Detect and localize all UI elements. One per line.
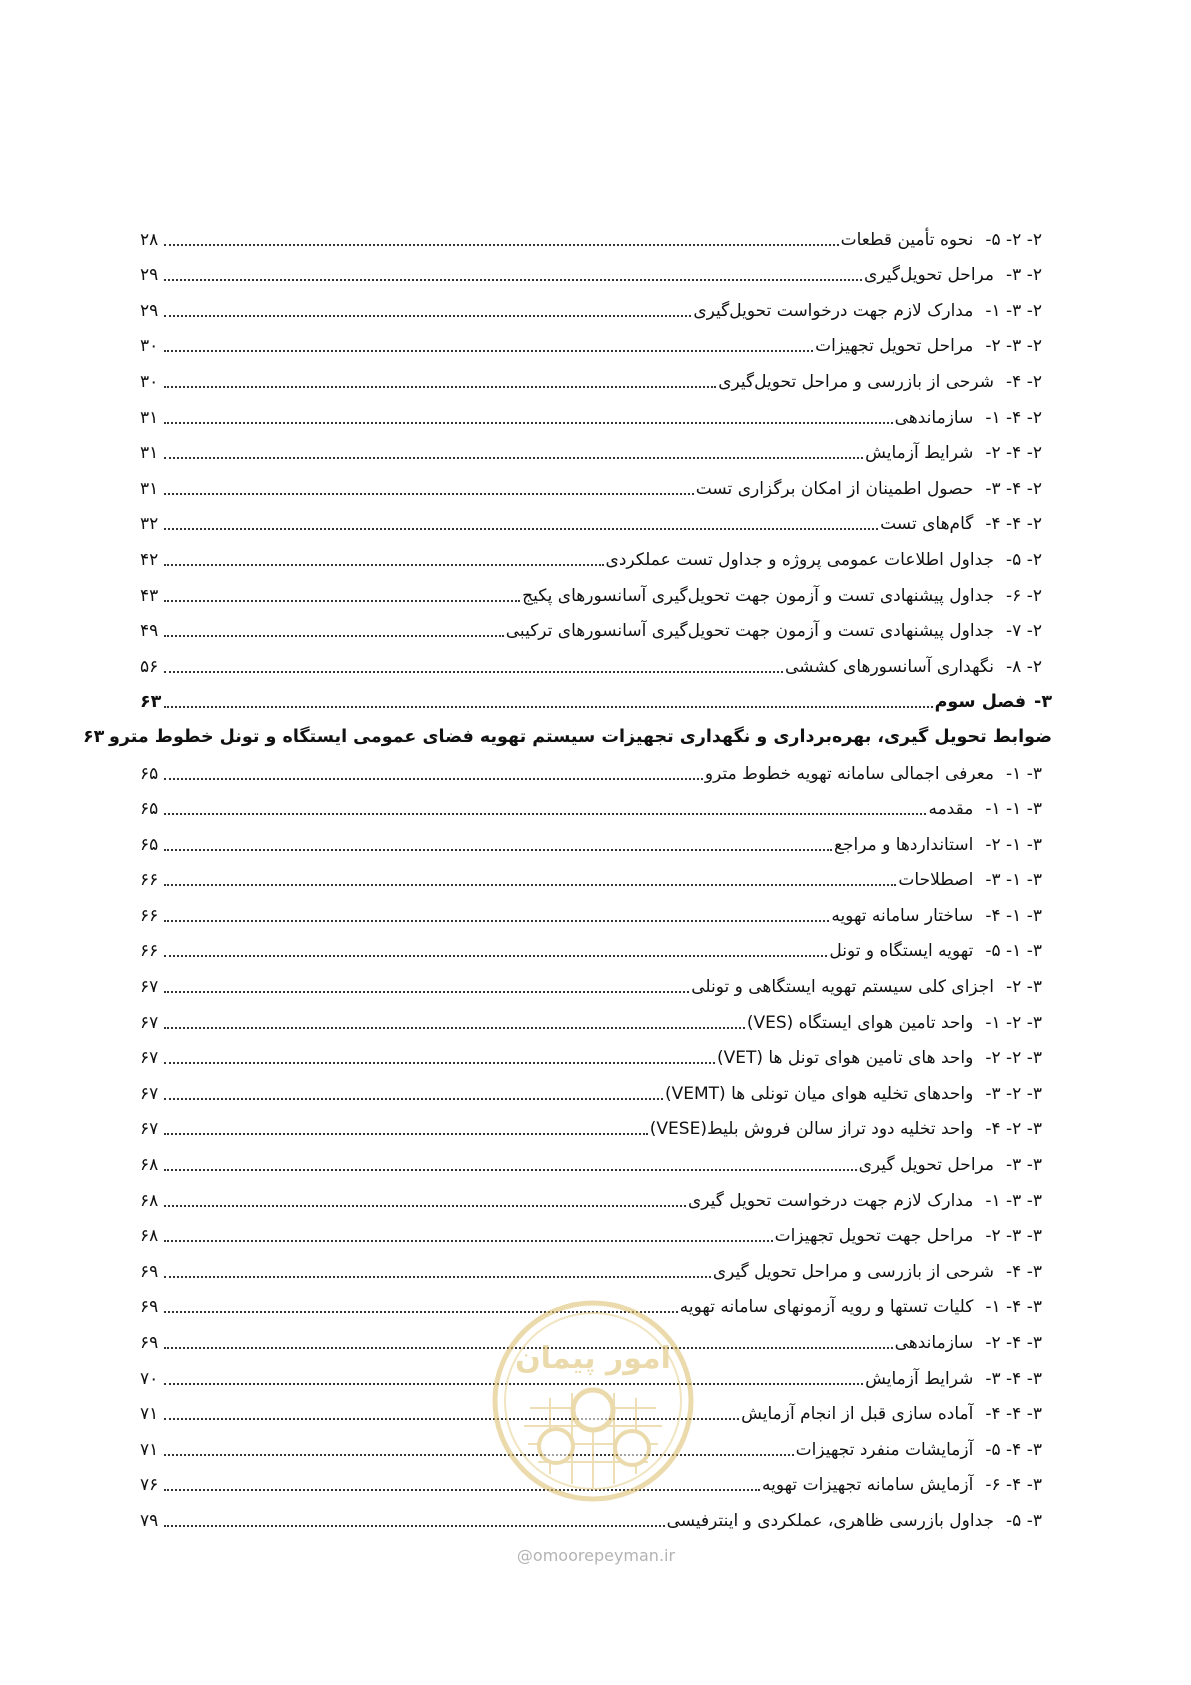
- toc-entry-page: ۳۱: [140, 407, 159, 428]
- toc-entry-page: ۶۹: [140, 1261, 159, 1282]
- toc-entry-title: مراحل جهت تحویل تجهیزات: [774, 1226, 974, 1247]
- toc-entry[interactable]: [140, 1032, 1052, 1068]
- toc-entry-page: ۶۶: [140, 870, 159, 891]
- toc-entry-page: ۶۹: [140, 1297, 159, 1318]
- toc-leader-dots: [164, 1276, 711, 1278]
- toc-entry[interactable]: [140, 320, 1052, 356]
- toc-entry-number: ۲- ۴- ۳-: [985, 478, 1042, 499]
- toc-entry-number: ۳- ۱- ۱-: [985, 799, 1042, 820]
- toc-entry[interactable]: [140, 640, 1052, 676]
- toc-entry-number: ۲- ۶-: [1006, 585, 1042, 606]
- toc-entry-page: ۷۱: [140, 1404, 159, 1425]
- watermark-url: @omoorepeyman.ir: [516, 1546, 676, 1565]
- toc-leader-dots: [164, 813, 926, 815]
- toc-leader-dots: [164, 706, 933, 708]
- toc-entry-title: شرایط آزمایش: [865, 443, 974, 464]
- toc-entry[interactable]: [140, 284, 1052, 320]
- toc-leader-dots: [164, 1169, 857, 1171]
- toc-entry-page: ۷۶: [140, 1475, 159, 1496]
- toc-entry-title: جداول بازرسی ظاهری، عملکردی و اینترفیسی: [666, 1510, 995, 1531]
- toc-entry-number: ۳- ۳-: [1006, 1155, 1042, 1176]
- toc-entry-title: سازماندهی: [894, 1333, 974, 1353]
- toc-entry[interactable]: [140, 1245, 1052, 1281]
- toc-entry-page: ۳۱: [140, 443, 159, 464]
- toc-entry[interactable]: [140, 996, 1052, 1032]
- toc-leader-dots: [164, 920, 829, 922]
- toc-entry-page: ۳۲: [140, 514, 159, 535]
- toc-entry[interactable]: [140, 818, 1052, 854]
- toc-entry-page: ۶۷: [140, 1012, 159, 1033]
- toc-entry-number: ۳- ۱- ۳-: [985, 870, 1042, 891]
- toc-entry-number: ۳- ۲- ۱-: [985, 1012, 1042, 1033]
- toc-entry-title: جداول پیشنهادی تست و آزمون جهت تحویل‌گیری آسانسورهای پکیج: [522, 585, 995, 606]
- toc-leader-dots: [164, 1454, 794, 1456]
- toc-entry-page: ۲۹: [140, 300, 159, 321]
- toc-entry-number: ۲- ۴- ۴-: [985, 514, 1042, 535]
- toc-entry-title: آزمایش سامانه تجهیزات تهویه: [761, 1475, 974, 1496]
- toc-entry[interactable]: [140, 391, 1052, 427]
- toc-entry-number: ۲- ۴- ۲-: [985, 443, 1042, 464]
- toc-entry-number: ۳- ۲- ۲-: [985, 1048, 1042, 1069]
- toc-entry-number: ۳- ۴- ۱-: [985, 1297, 1042, 1318]
- toc-entry-number: ۳- ۲-: [1006, 977, 1042, 998]
- toc-entry[interactable]: [140, 889, 1052, 925]
- toc-entry-number: ۳- ۴- ۶-: [985, 1475, 1042, 1496]
- toc-entry-title: حصول اطمینان از امکان برگزاری تست: [695, 478, 974, 499]
- toc-leader-dots: [164, 528, 878, 530]
- toc-entry-page: ۴۲: [140, 549, 159, 570]
- toc-entry[interactable]: [140, 462, 1052, 498]
- toc-entry-page: ۶۸: [140, 1190, 159, 1211]
- toc-entry-number: ۲- ۳-: [1006, 265, 1042, 286]
- toc-leader-dots: [164, 315, 691, 317]
- toc-leader-dots: [164, 955, 827, 957]
- toc-entry-page: ۶۷: [140, 1083, 159, 1104]
- toc-entry[interactable]: [140, 249, 1052, 285]
- toc-entry-number: ۲- ۴- ۱-: [985, 407, 1042, 428]
- toc-leader-dots: [164, 1525, 665, 1527]
- toc-entry-number: ۳- ۴- ۵-: [985, 1439, 1042, 1460]
- toc-entry[interactable]: [140, 569, 1052, 605]
- toc-entry-number: ۲- ۳- ۱-: [985, 300, 1042, 321]
- toc-entry-number: ۳- ۳- ۲-: [985, 1226, 1042, 1247]
- toc-entry-number: ۲- ۲- ۵-: [985, 229, 1042, 250]
- toc-entry-page: ۶۸: [140, 1155, 159, 1176]
- toc-entry-title: نحوه تأمین قطعات: [840, 229, 974, 250]
- toc-entry-title: واحدهای تخلیه هوای میان تونلی ها (VEMT): [664, 1083, 974, 1104]
- toc-entry-page: ۴۹: [140, 621, 159, 642]
- toc-entry-page: ۶۳: [82, 727, 105, 748]
- toc-entry[interactable]: [140, 960, 1052, 996]
- toc-entry-number: ۲- ۴-: [1006, 371, 1042, 392]
- toc-entry-page: ۳۱: [140, 478, 159, 499]
- toc-entry-number: ۳- ۴- ۴-: [985, 1404, 1042, 1425]
- toc-entry-number: ۳- ۵-: [1006, 1510, 1042, 1531]
- toc-leader-dots: [164, 457, 863, 459]
- toc-entry-title: آزمایشات منفرد تجهیزات: [795, 1439, 974, 1460]
- toc-entry[interactable]: [140, 1103, 1052, 1139]
- toc-entry[interactable]: [82, 711, 1052, 748]
- toc-entry-title: واحد تامین هوای ایستگاه (VES): [746, 1012, 974, 1033]
- toc-entry-number: ۳- ۴-: [1006, 1261, 1042, 1282]
- toc-entry-number: ۳- ۱-: [1006, 763, 1042, 784]
- toc-leader-dots: [164, 778, 703, 780]
- toc-entry-title: شرحی از بازرسی و مراحل تحویل‌گیری: [718, 371, 995, 392]
- toc-entry-title: مراحل تحویل گیری: [858, 1155, 995, 1176]
- toc-entry-page: ۶۷: [140, 977, 159, 998]
- toc-entry[interactable]: [140, 533, 1052, 569]
- toc-leader-dots: [164, 493, 694, 495]
- toc-entry-number: ۳- ۱- ۵-: [985, 941, 1042, 962]
- toc-entry-title: معرفی اجمالی سامانه تهویه خطوط مترو: [704, 763, 995, 784]
- toc-entry-page: ۶۶: [140, 905, 159, 926]
- toc-entry-title: تهویه ایستگاه و تونل: [829, 941, 974, 962]
- toc-entry[interactable]: [140, 676, 1052, 712]
- toc-entry[interactable]: [140, 498, 1052, 534]
- toc-entry-title: استانداردها و مراجع: [833, 834, 974, 855]
- toc-leader-dots: [164, 1240, 773, 1242]
- toc-leader-dots: [164, 671, 783, 673]
- toc-leader-dots: [164, 244, 839, 246]
- toc-leader-dots: [164, 635, 504, 637]
- toc-entry-page: ۷۱: [140, 1439, 159, 1460]
- toc-entry[interactable]: [140, 854, 1052, 890]
- toc-leader-dots: [164, 1205, 686, 1207]
- toc-entry-number: ۲- ۸-: [1006, 656, 1042, 677]
- toc-entry-number: ۳- ۲- ۴-: [985, 1119, 1042, 1140]
- toc-entry-number: ۳- ۲- ۳-: [985, 1083, 1042, 1104]
- toc-leader-dots: [164, 422, 893, 424]
- toc-entry-page: ۳۰: [140, 336, 159, 357]
- toc-leader-dots: [164, 350, 813, 352]
- toc-entry-title: کلیات تستها و رویه آزمونهای سامانه تهویه: [679, 1297, 974, 1318]
- toc-entry-page: ۷۰: [140, 1368, 159, 1389]
- toc-entry[interactable]: [140, 605, 1052, 641]
- toc-entry-title: مقدمه: [928, 799, 974, 820]
- toc-entry-page: ۶۵: [140, 799, 159, 820]
- toc-entry[interactable]: [140, 355, 1052, 391]
- toc-entry-title: ضوابط تحویل گیری، بهره‌برداری و نگهداری تجهیزات سیستم تهویه فضای عمومی ایستگاه و تونل خطوط مترو: [108, 727, 1052, 748]
- toc-entry-page: ۲۸: [140, 229, 159, 250]
- toc-entry[interactable]: [140, 925, 1052, 961]
- toc-entry-number: ۲- ۷-: [1006, 621, 1042, 642]
- toc-entry-title: مدارک لازم جهت درخواست تحویل گیری: [687, 1190, 974, 1211]
- toc-entry-title: واحد تخلیه دود تراز سالن فروش بلیط(VESE): [649, 1119, 974, 1140]
- toc-leader-dots: [164, 1098, 663, 1100]
- toc-entry-title: اجزای کلی سیستم تهویه ایستگاهی و تونلی: [691, 977, 995, 998]
- toc-leader-dots: [164, 1062, 715, 1064]
- toc-entry-number: ۳-: [1034, 691, 1052, 712]
- toc-entry[interactable]: [140, 1174, 1052, 1210]
- toc-entry-title: شرحی از بازرسی و مراحل تحویل گیری: [712, 1261, 995, 1282]
- toc-entry[interactable]: [140, 783, 1052, 819]
- toc-entry-title: مراحل تحویل تجهیزات: [815, 336, 974, 357]
- toc-leader-dots: [164, 991, 689, 993]
- toc-leader-dots: [164, 884, 896, 886]
- toc-entry-page: ۶۵: [140, 834, 159, 855]
- toc-entry[interactable]: [140, 1210, 1052, 1246]
- toc-entry-number: ۲- ۳- ۲-: [985, 336, 1042, 357]
- toc-leader-dots: [164, 279, 862, 281]
- toc-entry-title: شرایط آزمایش: [865, 1368, 974, 1389]
- toc-entry-number: ۳- ۱- ۲-: [985, 834, 1042, 855]
- toc-leader-dots: [164, 386, 716, 388]
- toc-entry-number: ۳- ۴- ۲-: [985, 1333, 1042, 1353]
- toc-leader-dots: [164, 1027, 745, 1029]
- toc-leader-dots: [164, 564, 604, 566]
- toc-entry-title: آماده سازی قبل از انجام آزمایش: [741, 1404, 974, 1425]
- toc-entry-number: ۲- ۵-: [1006, 549, 1042, 570]
- toc-entry-title: جداول پیشنهادی تست و آزمون جهت تحویل‌گیری آسانسورهای ترکیبی: [505, 621, 995, 642]
- toc-entry-number: ۳- ۴- ۳-: [985, 1368, 1042, 1389]
- watermark-logo-text: امور پیمان: [515, 1341, 671, 1376]
- toc-entry-title: گام‌های تست: [880, 514, 974, 535]
- toc-entry-page: ۷۹: [140, 1510, 159, 1531]
- toc-entry-title: فصل سوم: [934, 691, 1027, 712]
- toc-entry-title: مراحل تحویل‌گیری: [864, 265, 995, 286]
- toc-leader-dots: [164, 849, 832, 851]
- watermark-logo: [490, 1298, 696, 1504]
- toc-entry-page: ۶۹: [140, 1333, 159, 1353]
- toc-entry[interactable]: [140, 1138, 1052, 1174]
- toc-entry-title: سازماندهی: [894, 407, 974, 428]
- toc-entry-page: ۳۰: [140, 371, 159, 392]
- toc-entry[interactable]: [140, 747, 1052, 783]
- toc-entry-title: واحد های تامین هوای تونل ها (VET): [716, 1048, 974, 1069]
- toc-entry-title: ساختار سامانه تهویه: [831, 905, 974, 926]
- toc-entry-title: اصطلاحات: [898, 870, 974, 891]
- toc-leader-dots: [164, 1133, 648, 1135]
- toc-entry-page: ۶۸: [140, 1226, 159, 1247]
- toc-entry-page: ۶۳: [140, 691, 162, 712]
- toc-entry-title: نگهداری آسانسورهای کششی: [785, 656, 995, 677]
- toc-entry-page: ۵۶: [140, 656, 159, 677]
- toc-entry-page: ۶۵: [140, 763, 159, 784]
- toc-entry-page: ۲۹: [140, 265, 159, 286]
- toc-entry[interactable]: [140, 213, 1052, 249]
- toc-leader-dots: [164, 600, 520, 602]
- toc-entry-title: مدارک لازم جهت درخواست تحویل‌گیری: [693, 300, 974, 321]
- toc-entry-page: ۶۷: [140, 1048, 159, 1069]
- toc-entry-number: ۳- ۱- ۴-: [985, 905, 1042, 926]
- toc-entry-page: ۶۷: [140, 1119, 159, 1140]
- toc-entry-number: ۳- ۳- ۱-: [985, 1190, 1042, 1211]
- toc-entry-page: ۶۶: [140, 941, 159, 962]
- toc-entry[interactable]: [140, 427, 1052, 463]
- toc-entry-page: ۴۳: [140, 585, 159, 606]
- toc-entry[interactable]: [140, 1067, 1052, 1103]
- toc-entry-title: جداول اطلاعات عمومی پروژه و جداول تست عملکردی: [605, 549, 995, 570]
